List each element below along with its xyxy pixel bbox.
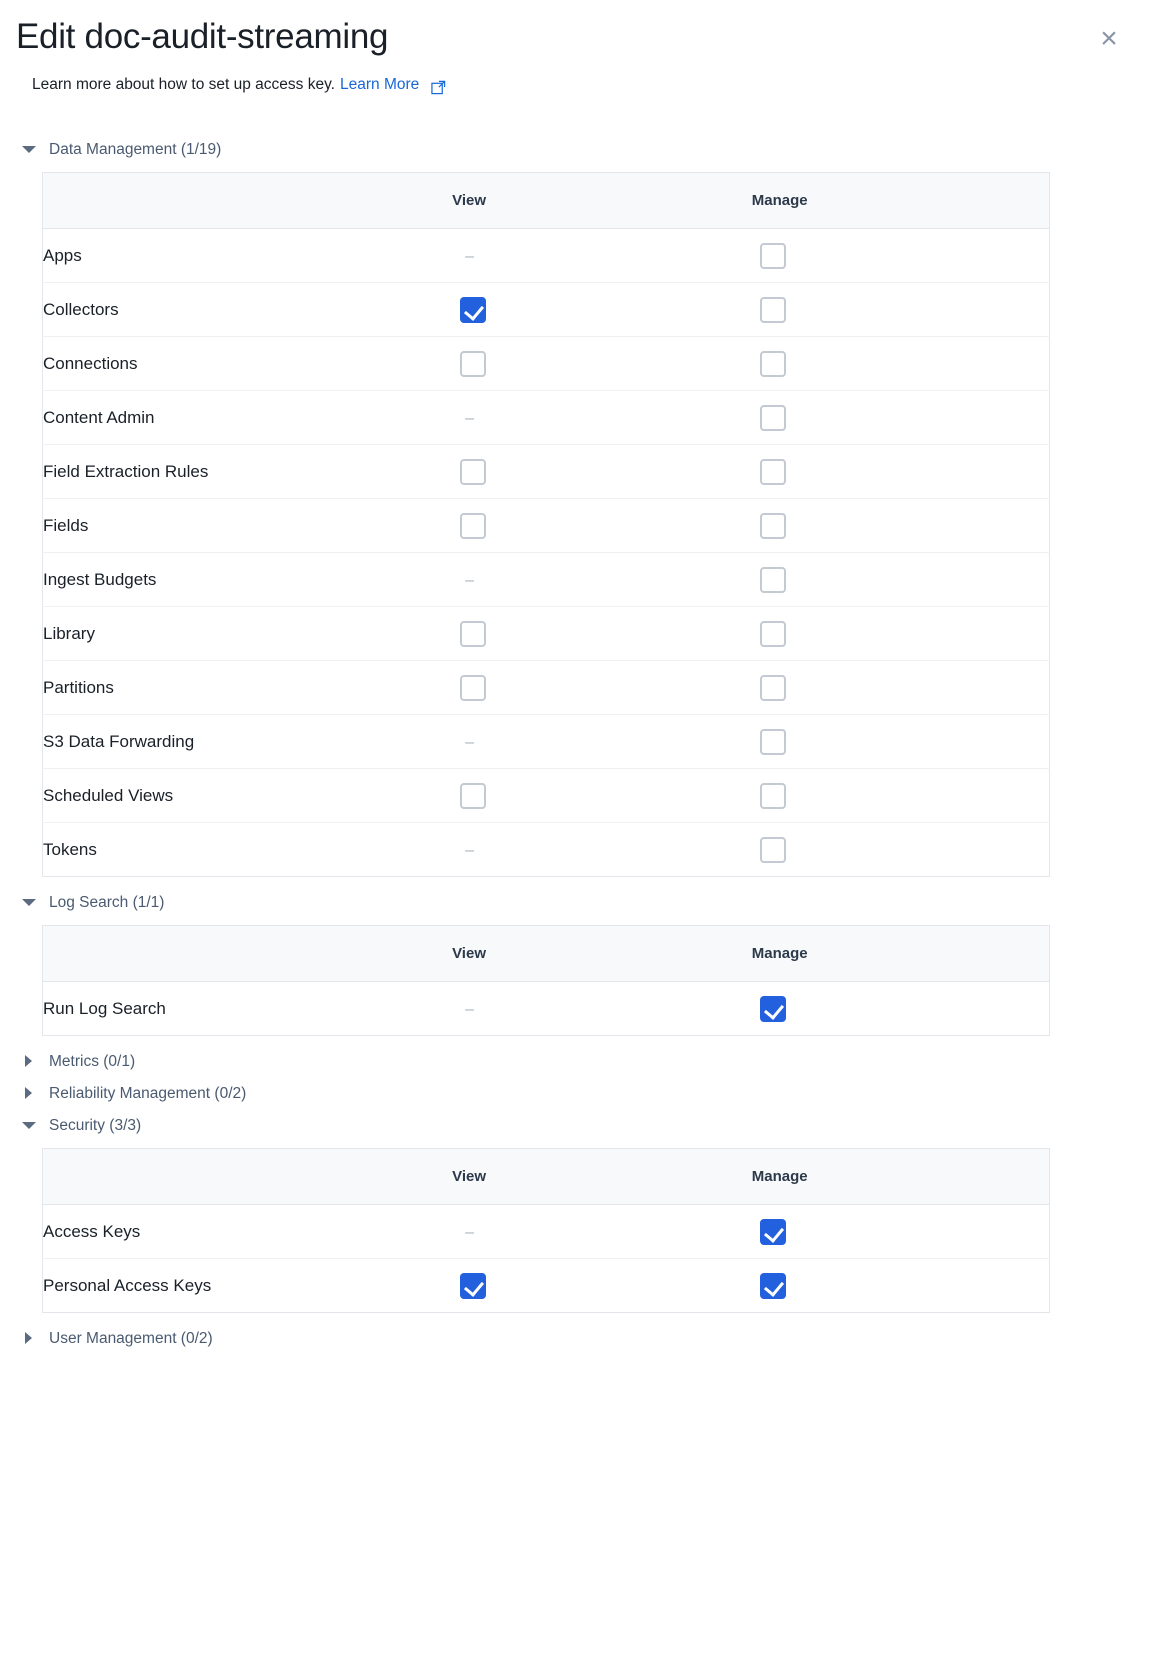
- section-toggle[interactable]: [16, 1046, 1136, 1078]
- manage-cell[interactable]: [752, 283, 1050, 337]
- dialog-subtitle: [32, 74, 1128, 96]
- table-row: [43, 769, 1050, 823]
- view-cell: [452, 391, 752, 445]
- permission-section: [16, 887, 1136, 1036]
- manage-checkbox[interactable]: [760, 996, 786, 1022]
- view-cell: [452, 553, 752, 607]
- section-toggle[interactable]: [16, 887, 1136, 919]
- view-cell[interactable]: [452, 769, 752, 823]
- permission-name: Run Log Search: [43, 998, 166, 1018]
- section-toggle[interactable]: [16, 1110, 1136, 1142]
- view-cell[interactable]: [452, 445, 752, 499]
- table-header-row: [43, 926, 1050, 982]
- section-label: Metrics (0/1): [49, 1053, 136, 1070]
- view-cell[interactable]: [452, 607, 752, 661]
- manage-checkbox[interactable]: [760, 1219, 786, 1245]
- permission-name: Access Keys: [43, 1205, 453, 1259]
- view-cell[interactable]: [452, 499, 752, 553]
- chevron-down-icon[interactable]: [22, 143, 36, 157]
- not-applicable-dash: –: [465, 1000, 474, 1018]
- permissions-table: [42, 1148, 1050, 1313]
- manage-cell[interactable]: [752, 661, 1050, 715]
- table-row: [43, 715, 1050, 769]
- manage-checkbox[interactable]: [760, 459, 786, 485]
- table-row: [43, 661, 1050, 715]
- permission-section: [16, 1323, 1136, 1355]
- section-label: Data Management (1/19): [49, 141, 222, 158]
- manage-checkbox[interactable]: [760, 567, 786, 593]
- page-title: Edit doc-audit-streaming: [16, 17, 389, 56]
- section-label: User Management (0/2): [49, 1330, 213, 1347]
- manage-checkbox[interactable]: [760, 297, 786, 323]
- permission-sections: [0, 134, 1152, 1355]
- manage-checkbox[interactable]: [760, 837, 786, 863]
- section-toggle[interactable]: [16, 1078, 1136, 1110]
- dialog-header: [0, 0, 1152, 96]
- permissions-table: [42, 172, 1050, 877]
- manage-cell[interactable]: [752, 391, 1050, 445]
- external-link-icon[interactable]: [431, 80, 446, 95]
- permission-name: Collectors: [43, 283, 453, 337]
- table-row: [43, 229, 1050, 283]
- view-checkbox[interactable]: [460, 459, 486, 485]
- not-applicable-dash: –: [465, 733, 475, 751]
- permission-name: S3 Data Forwarding: [43, 715, 453, 769]
- manage-cell[interactable]: [752, 553, 1050, 607]
- manage-cell[interactable]: [752, 337, 1050, 391]
- manage-cell[interactable]: [752, 1205, 1050, 1259]
- table-header-row: [43, 1149, 1050, 1205]
- column-header-name: [43, 173, 453, 229]
- table-row: [43, 823, 1050, 877]
- manage-cell[interactable]: [752, 1259, 1050, 1313]
- view-checkbox[interactable]: [460, 513, 486, 539]
- permission-name: Field Extraction Rules: [43, 445, 453, 499]
- table-row: [43, 607, 1050, 661]
- permission-name: Connections: [43, 337, 453, 391]
- column-header-manage: Manage: [752, 926, 1050, 982]
- permission-name: Tokens: [43, 839, 97, 859]
- table-row: [43, 1259, 1050, 1313]
- view-checkbox[interactable]: [460, 1273, 486, 1299]
- manage-cell[interactable]: [752, 499, 1050, 553]
- section-toggle[interactable]: [16, 1323, 1136, 1355]
- column-header-manage: Manage: [752, 1149, 1050, 1205]
- view-checkbox[interactable]: [460, 621, 486, 647]
- manage-checkbox[interactable]: [760, 729, 786, 755]
- manage-checkbox[interactable]: [760, 405, 786, 431]
- manage-cell[interactable]: [752, 445, 1050, 499]
- section-label: Security (3/3): [49, 1117, 142, 1134]
- table-row: [43, 445, 1050, 499]
- manage-checkbox[interactable]: [760, 351, 786, 377]
- permission-name: Partitions: [43, 661, 453, 715]
- permission-section: [16, 1078, 1136, 1110]
- manage-cell[interactable]: [752, 982, 1050, 1036]
- manage-cell[interactable]: [752, 607, 1050, 661]
- column-header-name: [43, 926, 453, 982]
- learn-more-link[interactable]: Learn More: [340, 76, 420, 93]
- column-header-view: View: [452, 926, 752, 982]
- table-row: [43, 982, 1050, 1036]
- manage-checkbox[interactable]: [760, 243, 786, 269]
- view-checkbox[interactable]: [460, 783, 486, 809]
- view-cell: [452, 823, 752, 877]
- permission-section: [16, 1110, 1136, 1313]
- subtitle-text: Learn more about how to set up access key.: [32, 76, 335, 93]
- chevron-right-icon[interactable]: [22, 1087, 36, 1101]
- table-row: [43, 499, 1050, 553]
- view-cell: [452, 229, 752, 283]
- table-row: [43, 283, 1050, 337]
- manage-cell[interactable]: [752, 715, 1050, 769]
- permission-name: Apps: [43, 229, 453, 283]
- manage-checkbox[interactable]: [760, 513, 786, 539]
- view-cell[interactable]: [452, 661, 752, 715]
- table-row: [43, 553, 1050, 607]
- permission-name: Personal Access Keys: [43, 1275, 212, 1295]
- view-cell[interactable]: [452, 1259, 752, 1313]
- not-applicable-dash: –: [465, 571, 475, 589]
- chevron-right-icon[interactable]: [22, 1055, 36, 1069]
- table-row: [43, 337, 1050, 391]
- column-header-view: View: [452, 173, 752, 229]
- view-cell: [452, 715, 752, 769]
- manage-cell[interactable]: [752, 769, 1050, 823]
- view-cell: [452, 1205, 752, 1259]
- permission-section: [16, 1046, 1136, 1078]
- manage-cell[interactable]: [752, 229, 1050, 283]
- column-header-view: View: [452, 1149, 752, 1205]
- table-row: [43, 1205, 1050, 1259]
- permission-name: Content Admin: [43, 391, 453, 445]
- manage-checkbox[interactable]: [760, 621, 786, 647]
- table-header-row: [43, 173, 1050, 229]
- permission-name: Library: [43, 607, 453, 661]
- chevron-down-icon[interactable]: [22, 896, 36, 910]
- close-icon[interactable]: ×: [1096, 26, 1122, 52]
- view-cell[interactable]: [452, 283, 752, 337]
- view-cell[interactable]: [452, 337, 752, 391]
- not-applicable-dash: –: [465, 409, 475, 427]
- chevron-right-icon[interactable]: [22, 1332, 36, 1346]
- not-applicable-dash: –: [465, 841, 475, 859]
- manage-checkbox[interactable]: [760, 1273, 786, 1299]
- permission-section: [16, 134, 1136, 877]
- view-checkbox[interactable]: [460, 351, 486, 377]
- table-row: [43, 391, 1050, 445]
- section-label: Log Search (1/1): [49, 894, 165, 911]
- permissions-table: [42, 925, 1050, 1036]
- view-checkbox[interactable]: [460, 675, 486, 701]
- not-applicable-dash: –: [465, 1223, 474, 1241]
- permission-name: Scheduled Views: [43, 769, 453, 823]
- manage-checkbox[interactable]: [760, 675, 786, 701]
- permission-name: Ingest Budgets: [43, 553, 453, 607]
- section-toggle[interactable]: [16, 134, 1136, 166]
- section-label: Reliability Management (0/2): [49, 1085, 247, 1102]
- column-header-manage: Manage: [752, 173, 1050, 229]
- manage-checkbox[interactable]: [760, 783, 786, 809]
- view-cell: [452, 982, 752, 1036]
- not-applicable-dash: –: [465, 247, 475, 265]
- manage-cell[interactable]: [752, 823, 1050, 877]
- permission-name: Fields: [43, 499, 453, 553]
- column-header-name: [43, 1149, 453, 1205]
- chevron-down-icon[interactable]: [22, 1119, 36, 1133]
- view-checkbox[interactable]: [460, 297, 486, 323]
